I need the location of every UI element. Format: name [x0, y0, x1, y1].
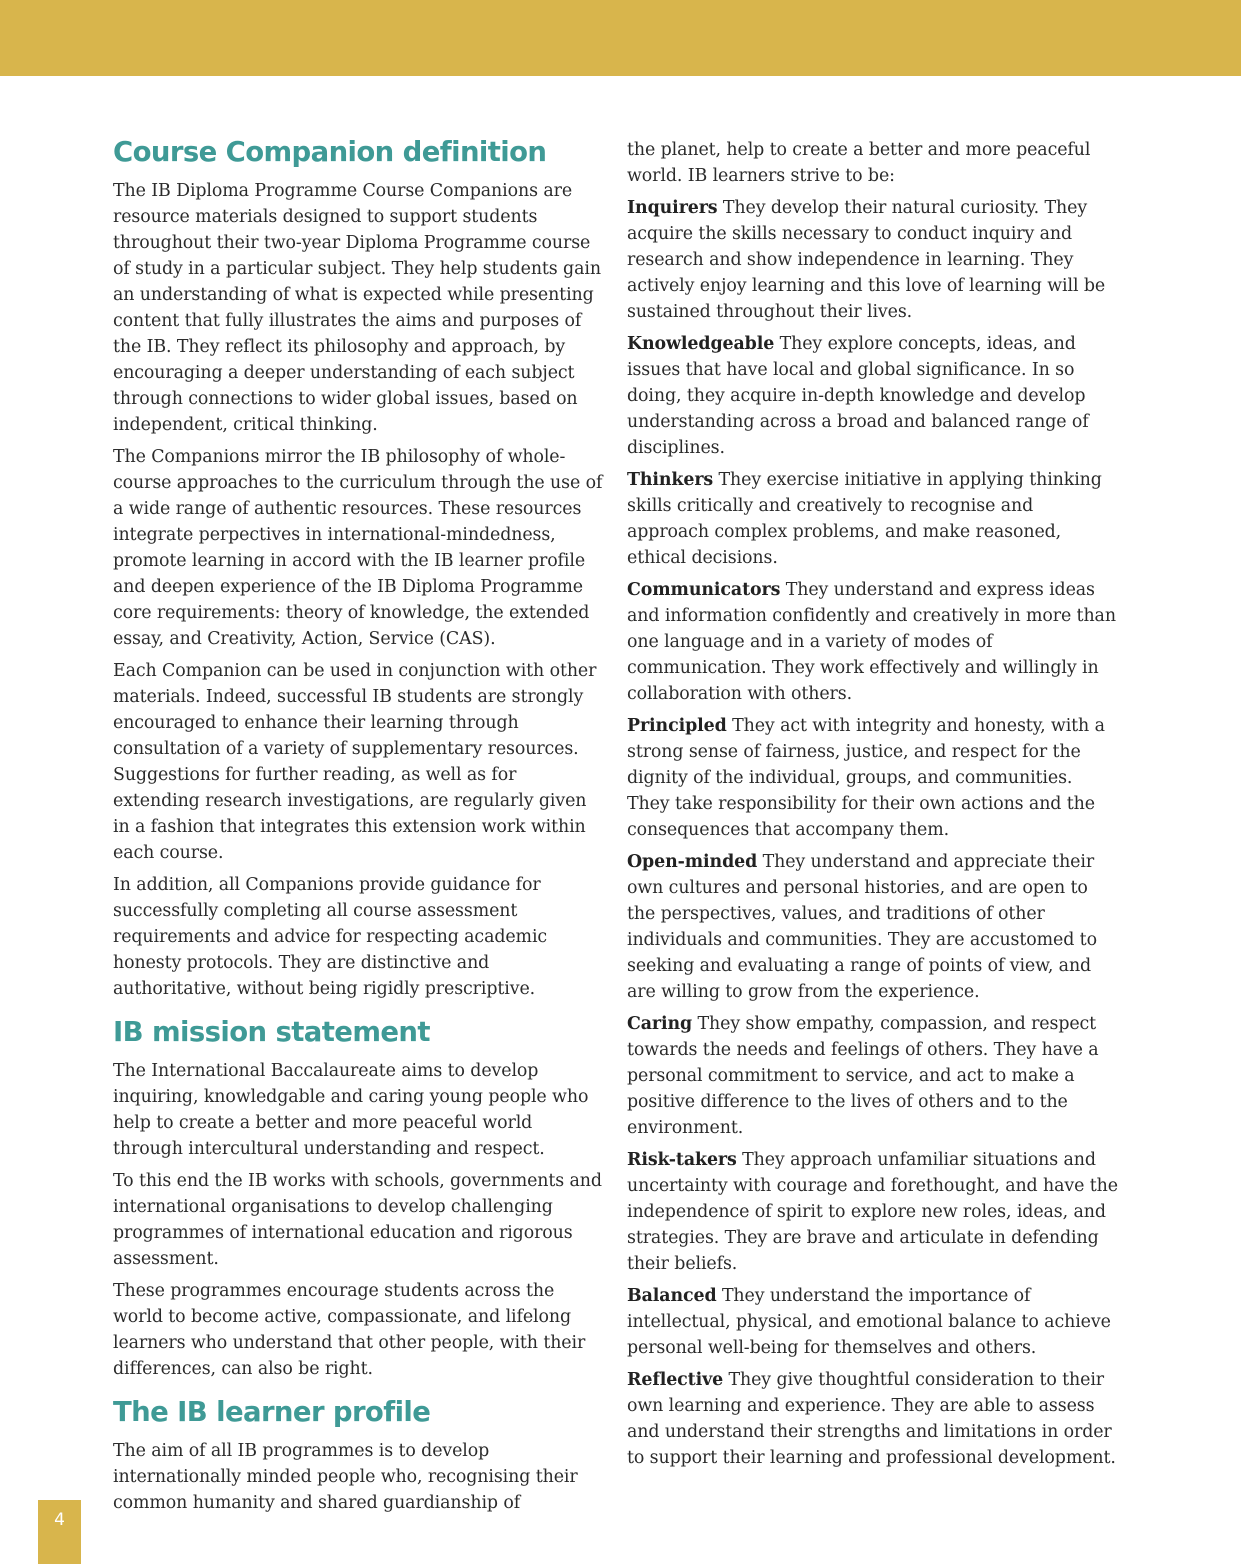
trait-text: They understand and appreciate their own cultures and personal histories, and are open to the perspectives, values, and traditions of other individuals and communities. They are accustomed to seeking and evaluating a range of points of view, and are willing to grow from the experience.: [627, 852, 1097, 1002]
trait-caring: [627, 1011, 1119, 1141]
trait-term: Caring: [627, 1014, 693, 1034]
trait-text: They explore concepts, ideas, and issues that have local and global significance. In so doing, they acquire in-depth knowledge and develop understanding across a broad and balanced range of disciplines.: [627, 334, 1089, 458]
page-number-tab: [38, 1500, 81, 1564]
trait-text: They approach unfamiliar situations and uncertainty with courage and forethought, and have the independence of spirit to explore new roles, ideas, and strategies. They are brave and articulate in defending their beliefs.: [627, 1150, 1118, 1274]
trait-text: They understand and express ideas and information confidently and creatively in more than one language and in a variety of modes of communication. They work effectively and willingly in collaboration with others.: [627, 580, 1116, 704]
trait-term: Balanced: [627, 1286, 717, 1306]
trait-thinkers: [627, 467, 1119, 571]
trait-reflective: [627, 1367, 1119, 1471]
paragraph: Each Companion can be used in conjunction with other materials. Indeed, successful IB students are strongly encouraged to enhance their learning through consultation of a variety of supplementary resources. Suggestions for further reading, as well as for extending research investigations, are regularly given in a fashion that integrates this extension work within each course.: [113, 661, 597, 863]
right-column: [627, 137, 1119, 1477]
header-band: [0, 0, 1241, 76]
trait-text: They give thoughtful consideration to their own learning and experience. They are able to assess and understand their strengths and limitations in order to support their learning and professional development.: [627, 1370, 1116, 1468]
page-number: 4: [54, 1510, 65, 1530]
trait-term: Knowledgeable: [627, 334, 775, 354]
trait-text: They show empathy, compassion, and respect towards the needs and feelings of others. They have a personal commitment to service, and act to make a positive difference to the lives of others and to the environment.: [627, 1014, 1099, 1138]
paragraph: In addition, all Companions provide guidance for successfully completing all course assessment requirements and advice for respecting academic honesty protocols. They are distinctive and authoritative, without being rigidly prescriptive.: [113, 875, 548, 999]
trait-principled: [627, 713, 1119, 843]
heading-mission-statement: IB mission statement: [113, 1016, 430, 1048]
paragraph: The aim of all IB programmes is to develop internationally minded people who, recognising their common humanity and shared guardianship of: [113, 1441, 578, 1513]
paragraph: To this end the IB works with schools, governments and international organisations to develop challenging programmes of international education and rigorous assessment.: [113, 1171, 602, 1269]
heading-course-companion: Course Companion definition: [113, 136, 547, 168]
trait-text: They understand the importance of intellectual, physical, and emotional balance to achieve personal well-being for themselves and others.: [627, 1286, 1111, 1358]
trait-term: Reflective: [627, 1370, 724, 1390]
trait-term: Open-minded: [627, 852, 758, 872]
trait-text: They develop their natural curiosity. They acquire the skills necessary to conduct inquiry and research and show independence in learning. They actively enjoy learning and this love of learning will be sustained throughout their lives.: [627, 198, 1106, 322]
trait-knowledgeable: [627, 331, 1119, 461]
trait-text: They act with integrity and honesty, with a strong sense of fairness, justice, and respect for the dignity of the individual, groups, and communities. They take responsibility for their own actions and the consequences that accompany them.: [627, 716, 1105, 840]
paragraph: These programmes encourage students across the world to become active, compassionate, and lifelong learners who understand that other people, with their differences, can also be right.: [113, 1281, 586, 1379]
trait-term: Communicators: [627, 580, 781, 600]
paragraph: The International Baccalaureate aims to develop inquiring, knowledgable and caring young people who help to create a better and more peaceful world through intercultural understanding and respect.: [113, 1061, 589, 1159]
trait-open-minded: [627, 849, 1119, 1005]
trait-balanced: [627, 1283, 1119, 1361]
trait-risk-takers: [627, 1147, 1119, 1277]
trait-communicators: [627, 577, 1119, 707]
heading-learner-profile: The IB learner profile: [113, 1396, 431, 1428]
trait-term: Principled: [627, 716, 727, 736]
trait-term: Inquirers: [627, 198, 718, 218]
paragraph: The Companions mirror the IB philosophy of whole-course approaches to the curriculum through the use of a wide range of authentic resources. These resources integrate perpectives in international-mindedness, promote learning in accord with the IB learner profile and deepen experience of the IB Diploma Programme core requirements: theory of knowledge, the extended essay, and Creativity, Action, Service (CAS).: [113, 447, 603, 649]
trait-term: Thinkers: [627, 470, 714, 490]
paragraph: The IB Diploma Programme Course Companions are resource materials designed to support students throughout their two-year Diploma Programme course of study in a particular subject. They help students gain an understanding of what is expected while presenting content that fully illustrates the aims and purposes of the IB. They reflect its philosophy and approach, by encouraging a deeper understanding of each subject through connections to wider global issues, based on independent, critical thinking.: [113, 181, 601, 435]
paragraph: the planet, help to create a better and more peaceful world. IB learners strive to be:: [627, 140, 1091, 186]
trait-text: They exercise initiative in applying thinking skills critically and creatively to recognise and approach complex problems, and make reasoned, ethical decisions.: [627, 470, 1102, 568]
left-column: [113, 134, 605, 1522]
trait-inquirers: [627, 195, 1119, 325]
trait-term: Risk-takers: [627, 1150, 737, 1170]
